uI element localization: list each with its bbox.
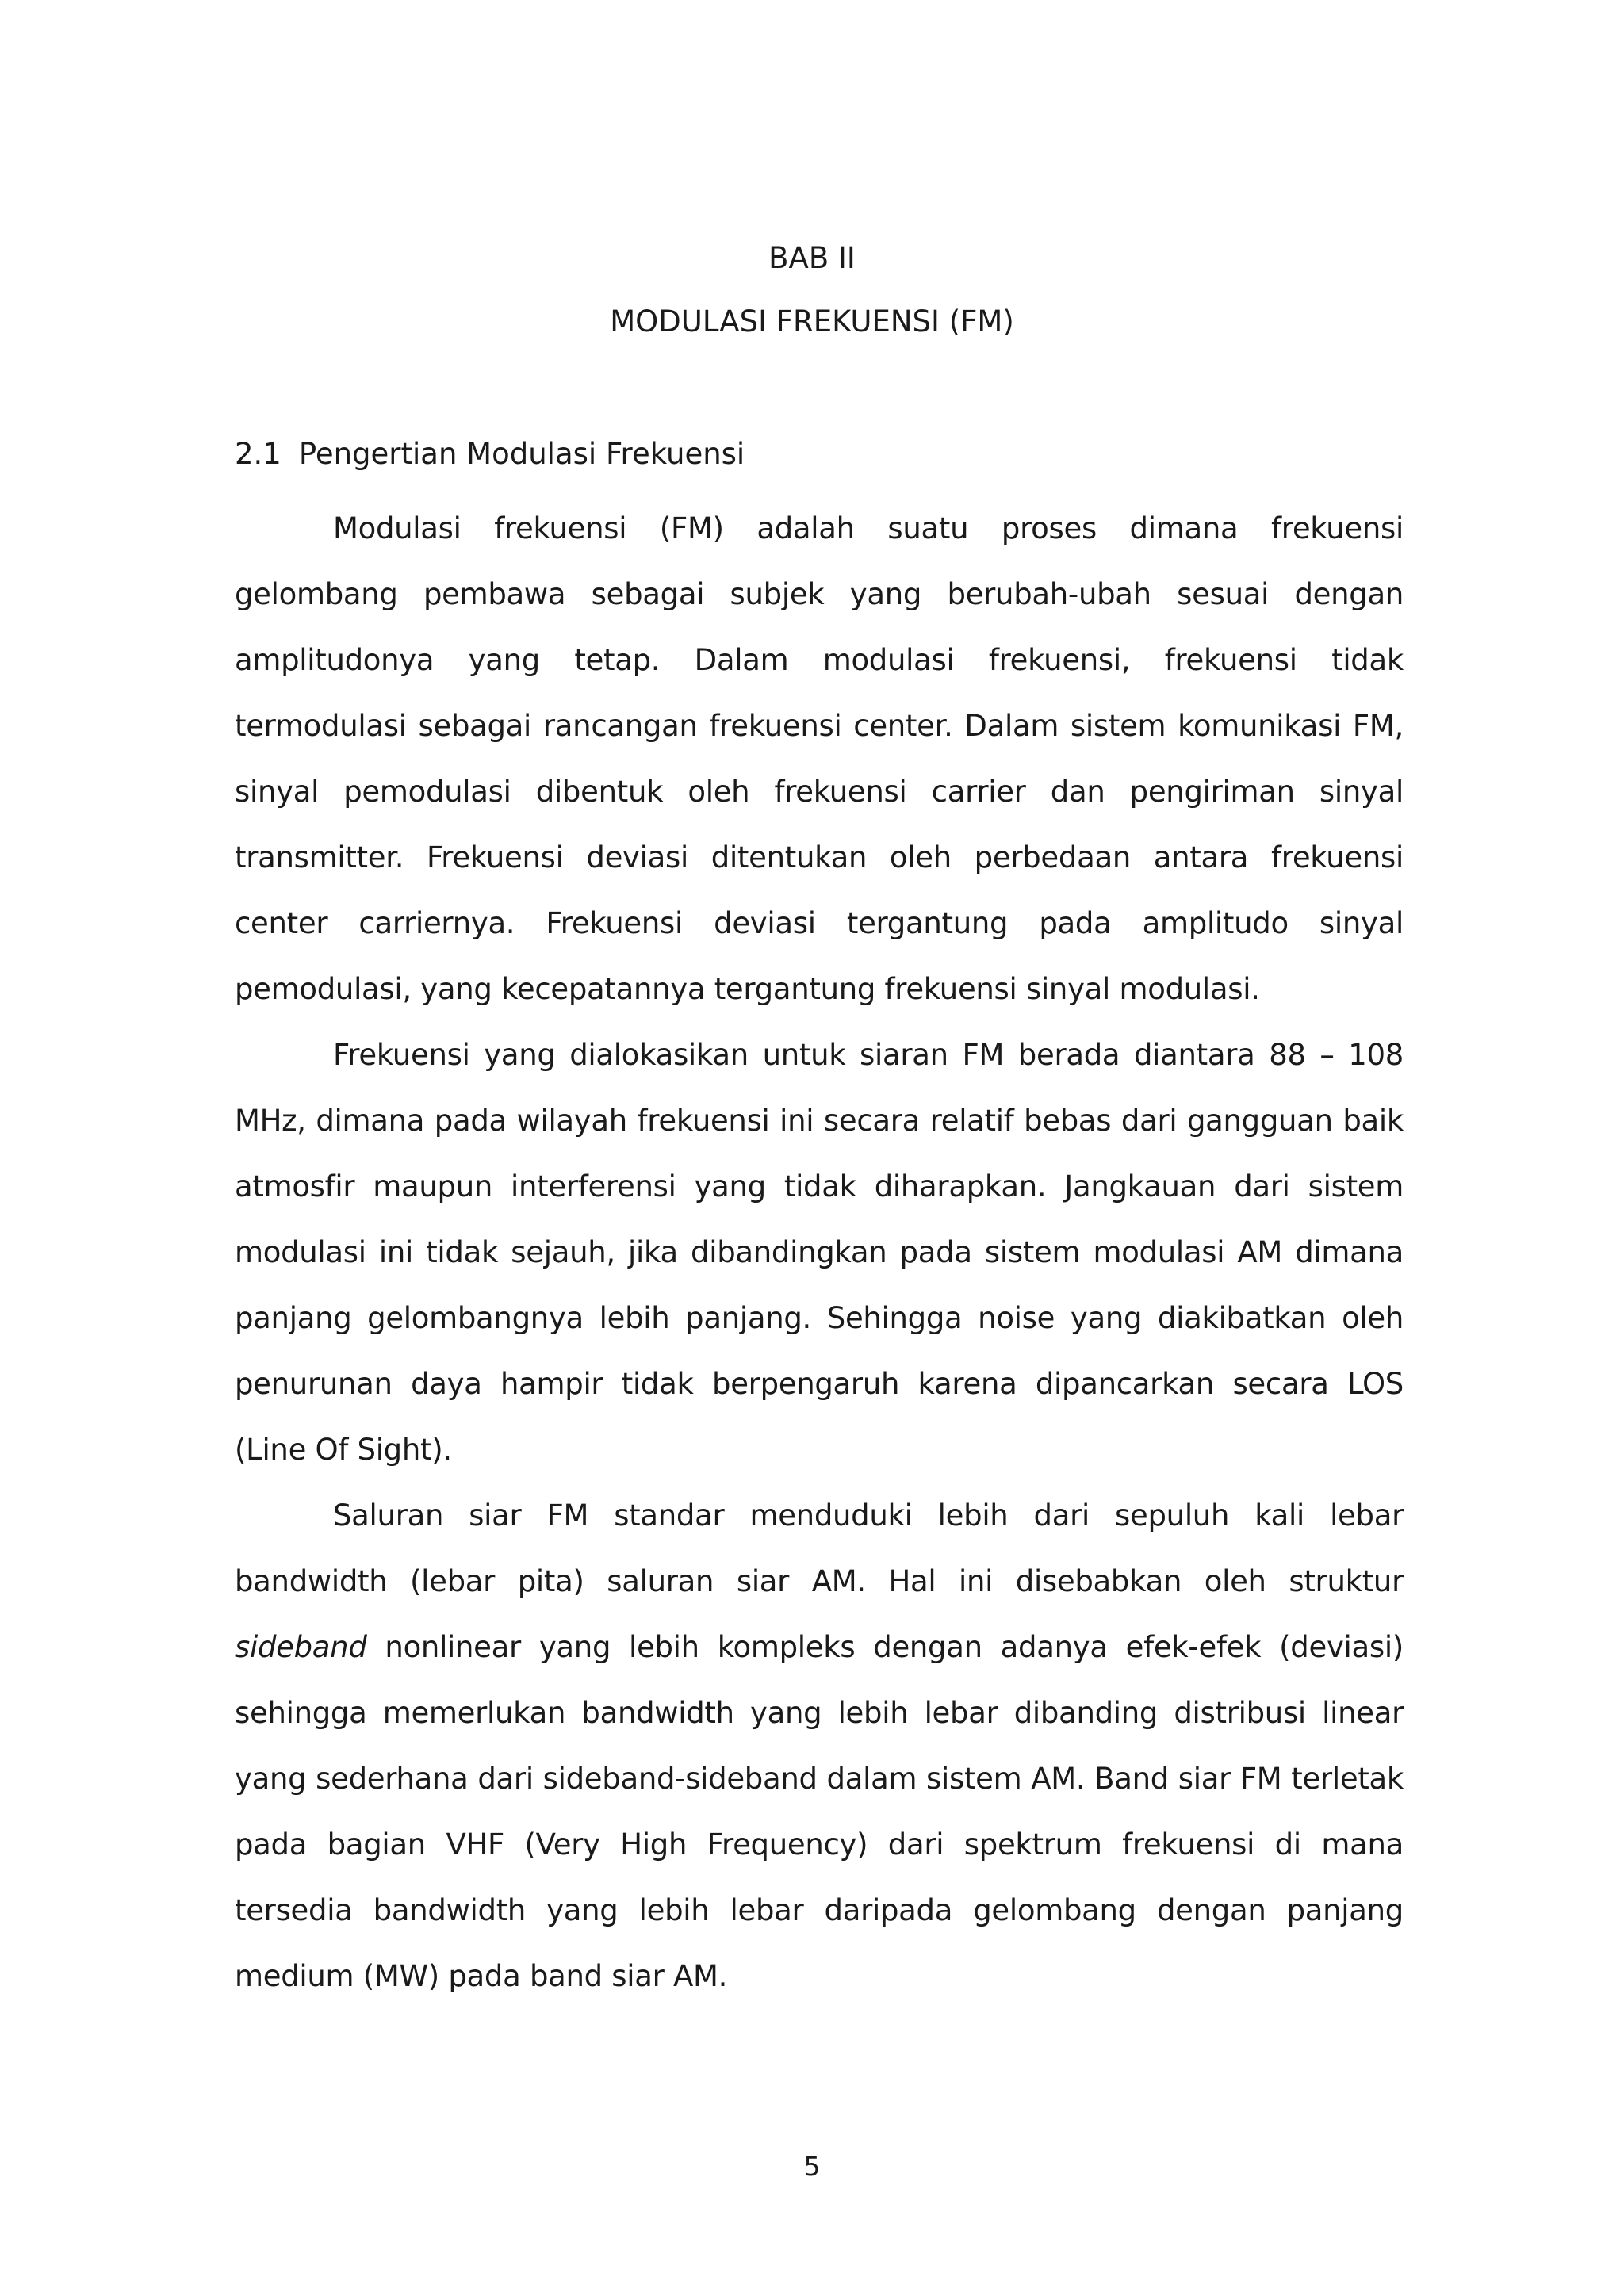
chapter-title: MODULASI FREKUENSI (FM) [610,304,1014,339]
italic-term-sideband: sideband [235,1630,367,1664]
body-text [235,496,1404,2009]
section-number: 2.1 [235,437,282,471]
paragraph-3 [235,1483,1404,2009]
paragraph-3-part-2: nonlinear yang lebih kompleks dengan adanya efek-efek (deviasi) sehingga memerlukan bandwidth yang lebih lebar dibanding distribusi linear yang sederhana dari sideband-sideband dalam sistem AM. Band siar FM terletak pada bagian VHF (Very High Frequency) dari spektrum frekuensi di mana tersedia bandwidth yang lebih lebar daripada gelombang dengan panjang medium (MW) pada band siar AM. [235,1630,1404,1993]
paragraph-2: Frekuensi yang dialokasikan untuk siaran FM berada diantara 88 – 108 MHz, dimana pada wilayah frekuensi ini secara relatif bebas dari gangguan baik atmosfir maupun interferensi yang tidak diharapkan. Jangkauan dari sistem modulasi ini tidak sejauh, jika dibandingkan pada sistem modulasi AM dimana panjang gelombangnya lebih panjang. Sehingga noise yang diakibatkan oleh penurunan daya hampir tidak berpengaruh karena dipancarkan secara LOS (Line Of Sight). [235,1038,1404,1467]
paragraph-3-part-1: Saluran siar FM standar menduduki lebih dari sepuluh kali lebar bandwidth (lebar pita) saluran siar AM. Hal ini disebabkan oleh struktur [235,1498,1404,1598]
paragraph-1: Modulasi frekuensi (FM) adalah suatu proses dimana frekuensi gelombang pembawa sebagai subjek yang berubah-ubah sesuai dengan amplitudonya yang tetap. Dalam modulasi frekuensi, frekuensi tidak termodulasi sebagai rancangan frekuensi center. Dalam sistem komunikasi FM, sinyal pemodulasi dibentuk oleh frekuensi carrier dan pengiriman sinyal transmitter. Frekuensi deviasi ditentukan oleh perbedaan antara frekuensi center carriernya. Frekuensi deviasi tergantung pada amplitudo sinyal pemodulasi, yang kecepatannya tergantung frekuensi sinyal modulasi. [235,511,1404,1006]
chapter-label: BAB II [768,241,856,275]
section-title: Pengertian Modulasi Frekuensi [298,437,745,471]
section-heading [235,432,745,476]
page-number: 5 [803,2151,821,2182]
